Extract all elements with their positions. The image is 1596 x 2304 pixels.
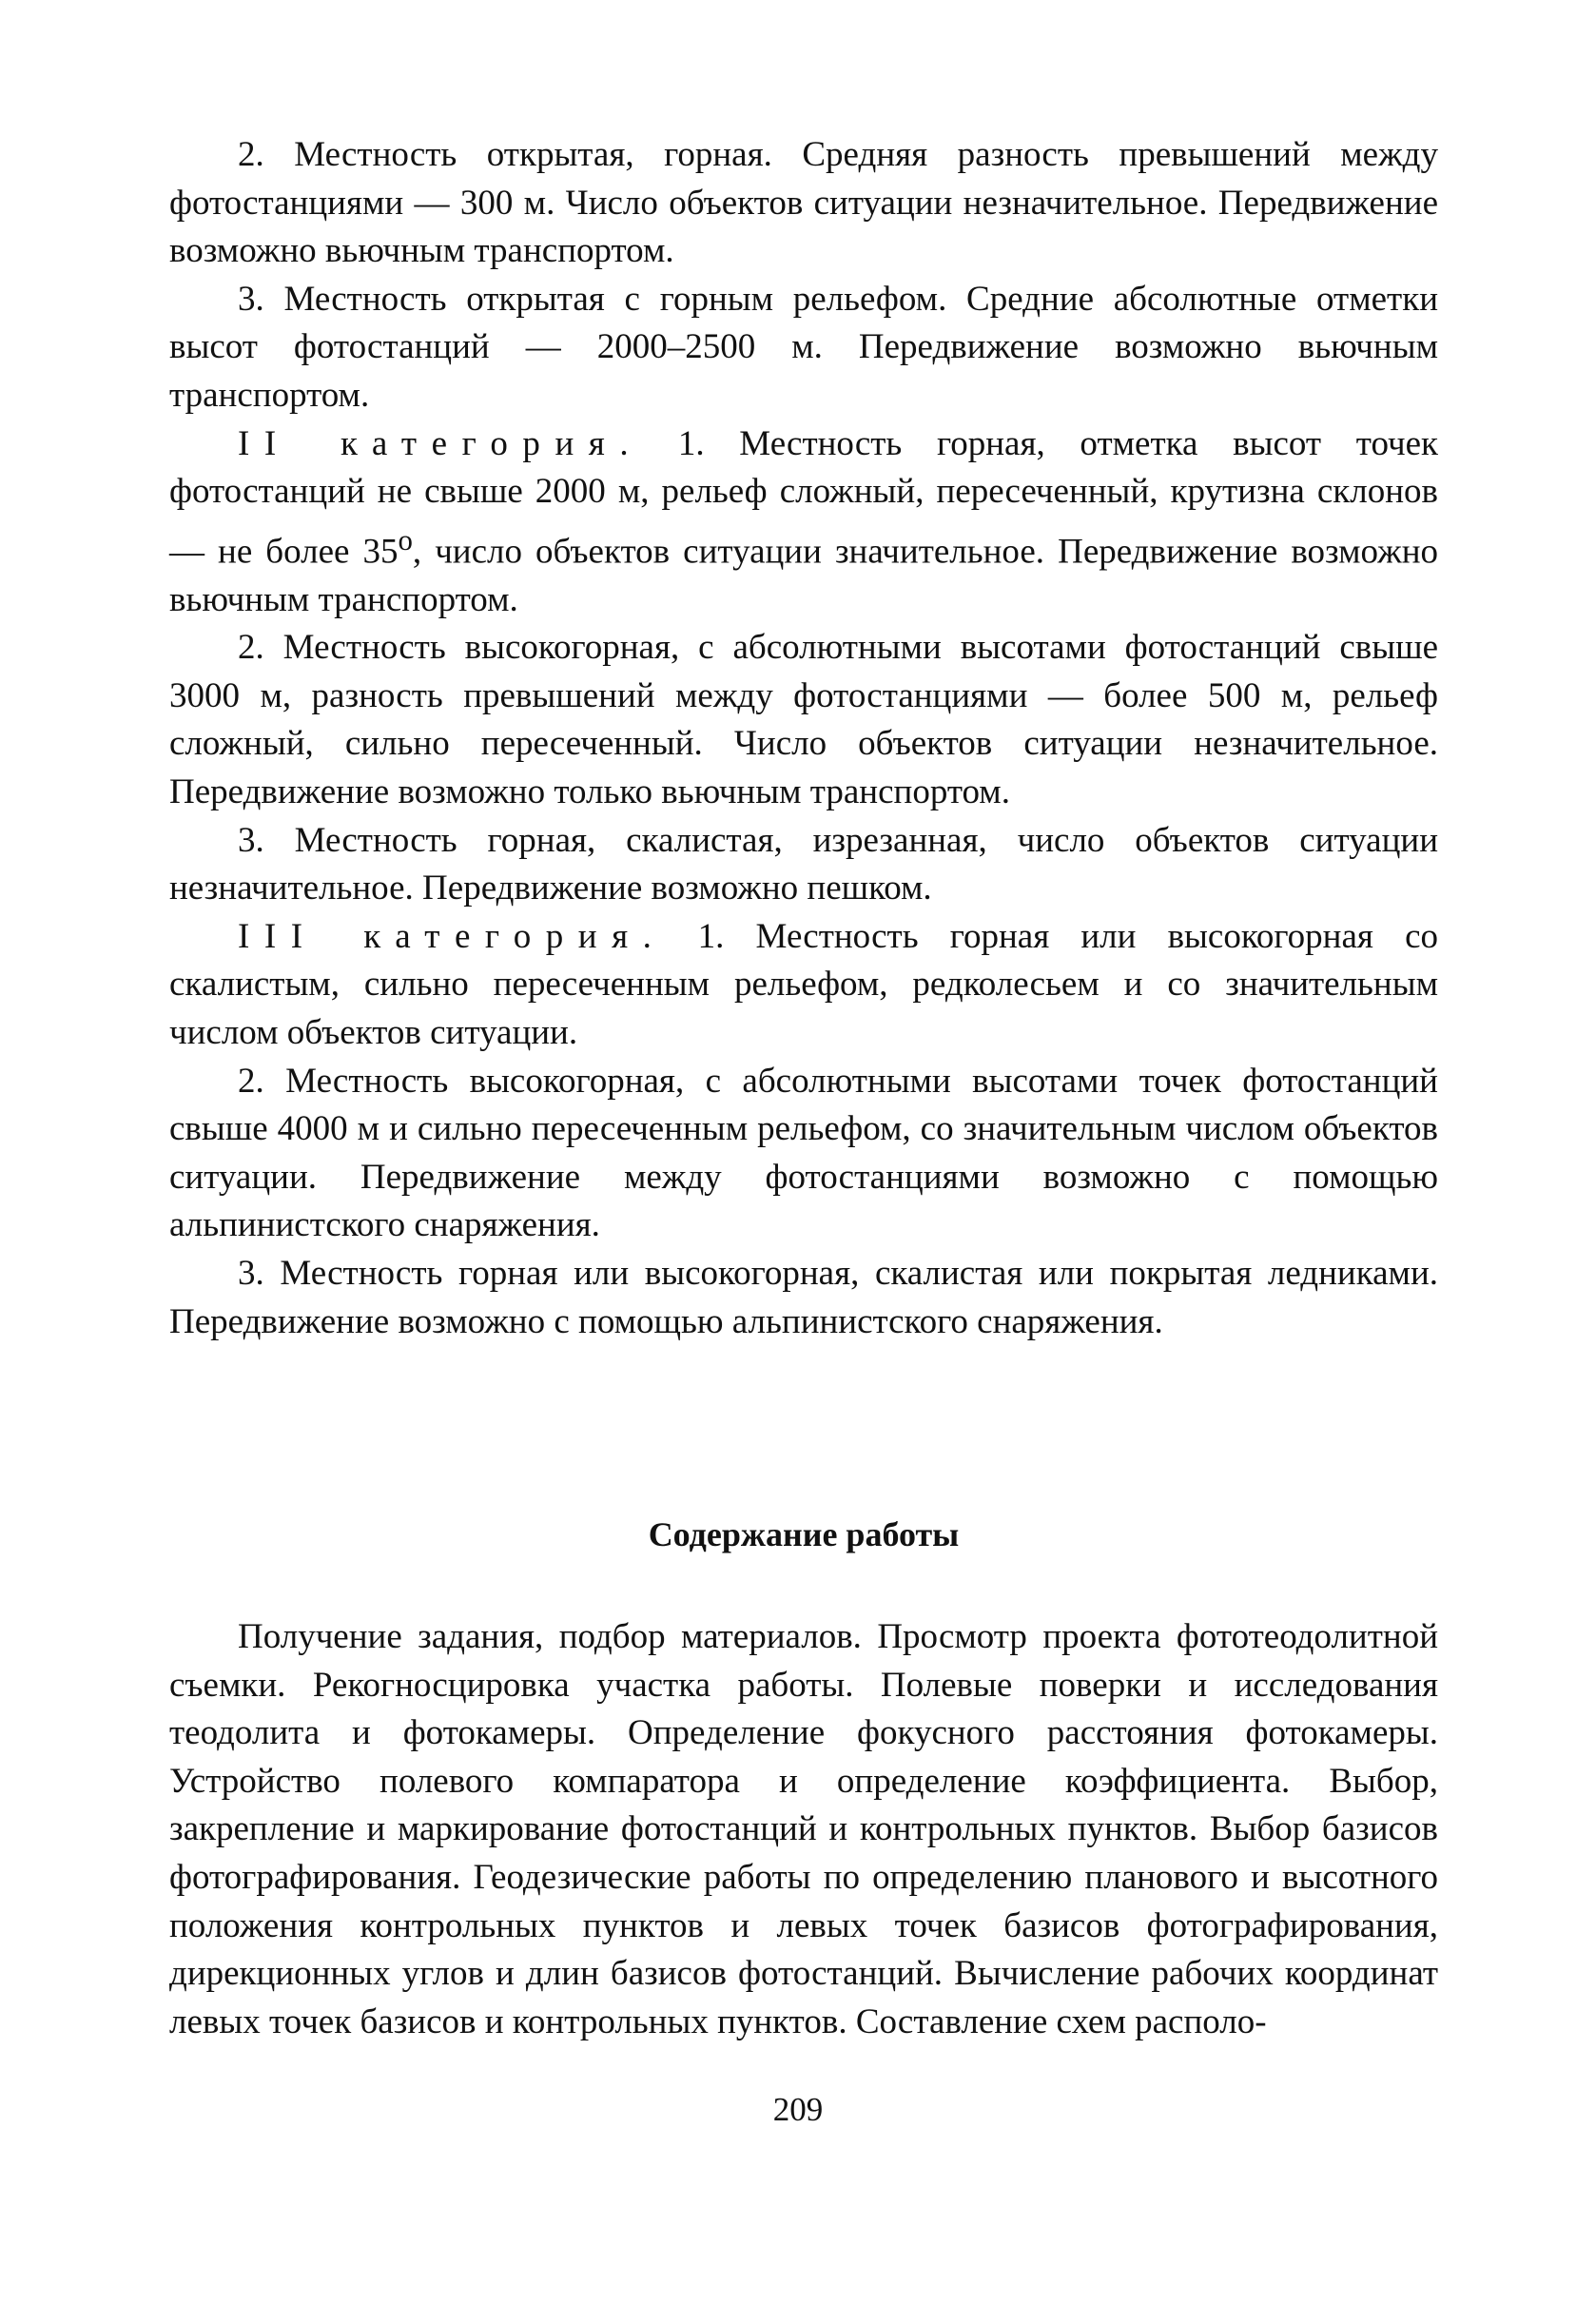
paragraph-category-3 <box>169 913 1438 1058</box>
paragraph-text: 1. Местность горная, отметка высот точек фотостанций не свыше 2000 м, рельеф сложный, пересеченный, крутизна склонов — не более 35 <box>169 423 1438 572</box>
paragraph-text: 3. Местность горная или высокогорная, скалистая или покрытая ледниками. Передвижение возможно с помощью альпинистского снаряжения. <box>169 1253 1438 1341</box>
work-content-section <box>169 1613 1438 2046</box>
paragraph-text: 2. Местность высокогорная, с абсолютными высотами фотостанций свыше 3000 м, разность превышений между фотостанциями — более 500 м, рельеф сложный, сильно пересеченный. Число объектов ситуации незначительное. Передвижение возможно только вьючным транспортом. <box>169 628 1438 812</box>
paragraph <box>169 131 1438 276</box>
paragraph <box>169 1250 1438 1346</box>
paragraph-text: 1. Местность горная или высокогорная со скалистым, сильно пересеченным рельефом, редколесьем и со значительным числом объектов ситуации. <box>169 916 1438 1053</box>
paragraph-text-continued: , число объектов ситуации значительное. Передвижение возможно вьючным транспортом. <box>169 532 1438 619</box>
paragraph <box>169 817 1438 913</box>
degree-superscript: о <box>398 523 413 556</box>
page-number: 209 <box>772 2091 824 2128</box>
paragraph-text: 3. Местность открытая с горным рельефом. Средние абсолютные отметки высот фотостанций — 2000–2500 м. Передвижение возможно вьючным транспортом. <box>169 279 1438 415</box>
category-label: II категория. <box>238 423 644 463</box>
paragraph-text: 2. Местность высокогорная, с абсолютными высотами точек фотостанций свыше 4000 м и сильно пересеченным рельефом, со значительным числом объектов ситуации. Передвижение между фотостанциями возможно с помощью альпинистского снаряжения. <box>169 1061 1438 1245</box>
category-label: III категория. <box>238 916 667 956</box>
paragraph <box>169 624 1438 816</box>
section-heading: Содержание работы <box>648 1515 960 1553</box>
terrain-categories-section <box>169 131 1438 1346</box>
paragraph-text: 3. Местность горная, скалистая, изрезанная, число объектов ситуации незначительное. Передвижение возможно пешком. <box>169 820 1438 908</box>
paragraph <box>169 1058 1438 1250</box>
paragraph-text: 2. Местность открытая, горная. Средняя разность превышений между фотостанциями — 300 м. Число объектов ситуации незначительное. Передвижение возможно вьючным транспортом. <box>169 135 1438 271</box>
paragraph-category-2 <box>169 420 1438 625</box>
paragraph <box>169 276 1438 420</box>
work-content-paragraph: Получение задания, подбор материалов. Просмотр проекта фототеодолитной съемки. Рекогносцировка участка работы. Полевые поверки и исследования теодолита и фотокамеры. Определение фокусного расстояния фотокамеры. Устройство полевого компаратора и определение коэффициента. Выбор, закрепление и маркирование фотостанций и контрольных пунктов. Выбор базисов фотографирования. Геодезические работы по определению планового и высотного положения контрольных пунктов и левых точек базисов фотографирования, дирекционных углов и длин базисов фотостанций. Вычисление рабочих координат левых точек базисов и контрольных пунктов. Составление схем располо- <box>169 1617 1438 2041</box>
